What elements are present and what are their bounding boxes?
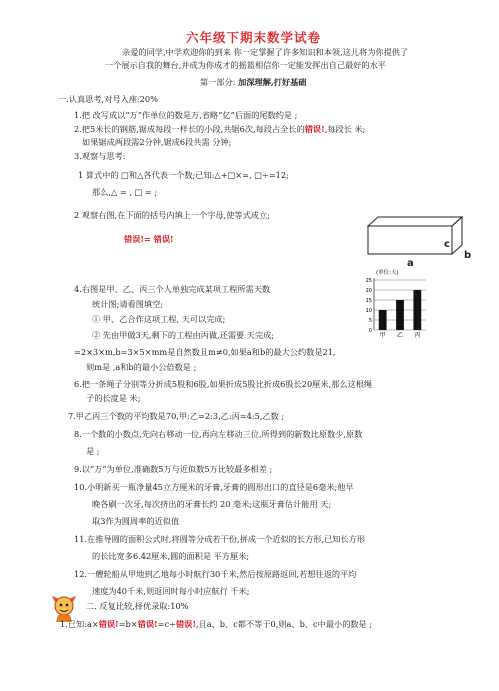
chart-category-label: 丙 — [414, 332, 421, 339]
cuboid-label-c: c — [444, 239, 450, 250]
bar-chart — [360, 266, 440, 346]
error-label-3: 错误! — [175, 619, 196, 629]
question-4-line-2: 统计图;请看图填空; — [92, 299, 164, 309]
cuboid-label-a: a — [407, 258, 414, 269]
question-12-line-2: 速度为40千米,则返回时每小时应航行 千米; — [92, 586, 250, 596]
chart-y-tick-label: 25 — [365, 277, 372, 284]
part-label: 第一部分: — [200, 77, 236, 87]
question-8-line-2: 是 ; — [86, 446, 100, 456]
question-10: 10.小明新买一瓶净量45立方厘米的牙膏,牙膏的圆形出口的直径是6毫米;他早 — [74, 482, 354, 492]
question-6: 6.把一条绳子分别等分折成5股和6股,如果折成5股比折成6股长20厘米,那么这根绳 — [74, 379, 373, 389]
chart-unit-label: (单位:天) — [376, 270, 399, 276]
question-11-line-2: 的长比宽多6.42厘米,圆的面积是 平方厘米; — [92, 551, 250, 561]
chart-bar — [379, 310, 387, 330]
last-question-text-a: 1.已知:a× — [60, 619, 99, 629]
question-3-part-2: 2 观察右图,在下面的括号内填上一个字母,使等式成立; — [74, 210, 270, 220]
question-3-part-1-line-2: 那么,△ = , □ = ; — [92, 187, 158, 197]
question-2-text-b: ,每段长 米; — [324, 124, 366, 134]
question-5-line-2: 则m是 ,a和b的最小公倍数是 ; — [86, 362, 197, 372]
error-label-1: 错误! — [98, 619, 119, 629]
question-6-line-2: 子的长度是 米; — [86, 393, 141, 403]
question-1: 1.把 改写成以“万”作单位的数是万,省略“亿”后面的尾数约是 ; — [74, 110, 298, 120]
cuboid-drawing — [362, 214, 472, 260]
cuboid-figure — [362, 214, 472, 260]
chart-category-label: 乙 — [396, 332, 404, 339]
last-question-text-c: =c÷ — [157, 619, 176, 629]
intro-line-1: 亲爱的同学,中学欢迎你的到来 你一定掌握了许多知识和本领,这儿将为你提供了 — [122, 47, 409, 57]
question-10-line-2: 晚各刷一次牙,每次挤出的牙膏长约 20 毫米;这瓶牙膏估计能用 天; — [92, 499, 332, 509]
section-2-heading: 二. 反复比较,择优录取:10% — [86, 601, 189, 611]
error-label: 错误! — [304, 124, 325, 134]
chart-y-tick-label: 0 — [368, 327, 372, 334]
question-9: 9.以“万”为单位,准确数5万与近似数5万比较最多相差 ; — [74, 464, 273, 474]
error-label-2: 错误! — [137, 619, 158, 629]
question-2 — [74, 124, 365, 134]
part-title: 加深理解,打好基础 — [238, 77, 307, 87]
page-title: 六年级下期末数学试卷 — [186, 30, 322, 45]
question-3: 3.观察与思考: — [74, 151, 126, 161]
cuboid-label-b: b — [464, 250, 472, 261]
question-10-line-3: 取3作为圆周率的近似值 — [92, 516, 180, 526]
intro-line-2: 一个展示自我的舞台,并成为你成才的摇篮相信你一定能发挥出自己最好的水平 — [105, 60, 386, 70]
chart-bar — [396, 300, 404, 330]
chart-bar — [413, 290, 421, 330]
question-8: 8.一个数的小数点,先向右移动一位,再向左移动三位,所得到的新数比原数少,原数 — [74, 429, 363, 439]
last-question-text-d: ,且a、b、c都不等于0,则a、b、c中最小的数是 ; — [195, 619, 373, 629]
question-4: 4.右图是甲、乙、丙三个人单独完成某项工程所需天数 — [74, 284, 271, 294]
error-equation: 错误!= 错误! — [124, 234, 174, 244]
question-5: =2×3×m,b=3×5×mm是自然数且m≠0,如果a和b的最大公约数是21, — [74, 347, 336, 357]
question-4-part-1: ① 甲、乙合作这项工程, 天可以完成; — [92, 314, 226, 324]
chart-y-tick-label: 10 — [365, 307, 372, 314]
chart-y-tick-label: 20 — [365, 287, 372, 294]
question-2-line-2: 如果锯成两段需2分钟,锯成6段共需 分钟; — [82, 137, 232, 147]
question-11: 11.在推导圆的面积公式时,将圆等分成若干份,拼成一个近似的长方形,已知长方形 — [74, 534, 366, 544]
question-7: 7.甲乙丙三个数的平均数是70,甲:乙=2:3,乙:丙=4:5,乙数 ; — [68, 411, 285, 421]
last-question-text-b: =b× — [118, 619, 138, 629]
chart-y-tick-label: 5 — [368, 317, 372, 324]
question-3-part-1: 1 算式中的 □和△各代表一个数;已知:△+□×=, □÷=12; — [78, 170, 289, 180]
chart-category-label: 甲 — [379, 332, 386, 339]
section-1-heading: 一.认真思考,对号入座:20% — [58, 94, 158, 104]
question-2-text-a: 2.把5米长的钢筋,锯成每段一样长的小段,共锯6次,每段占全长的 — [74, 124, 305, 134]
question-4-part-2: ② 先由甲做3天,剩下的工程由丙做,还需要 天完成; — [92, 330, 275, 340]
chart-y-tick-label: 15 — [365, 297, 372, 304]
part-heading — [200, 77, 306, 87]
section-2-question-1 — [60, 619, 372, 629]
question-12: 12.一艘轮船从甲地到乙地每小时航行30千米,然后按原路返回,若想往返的平均 — [74, 569, 357, 579]
